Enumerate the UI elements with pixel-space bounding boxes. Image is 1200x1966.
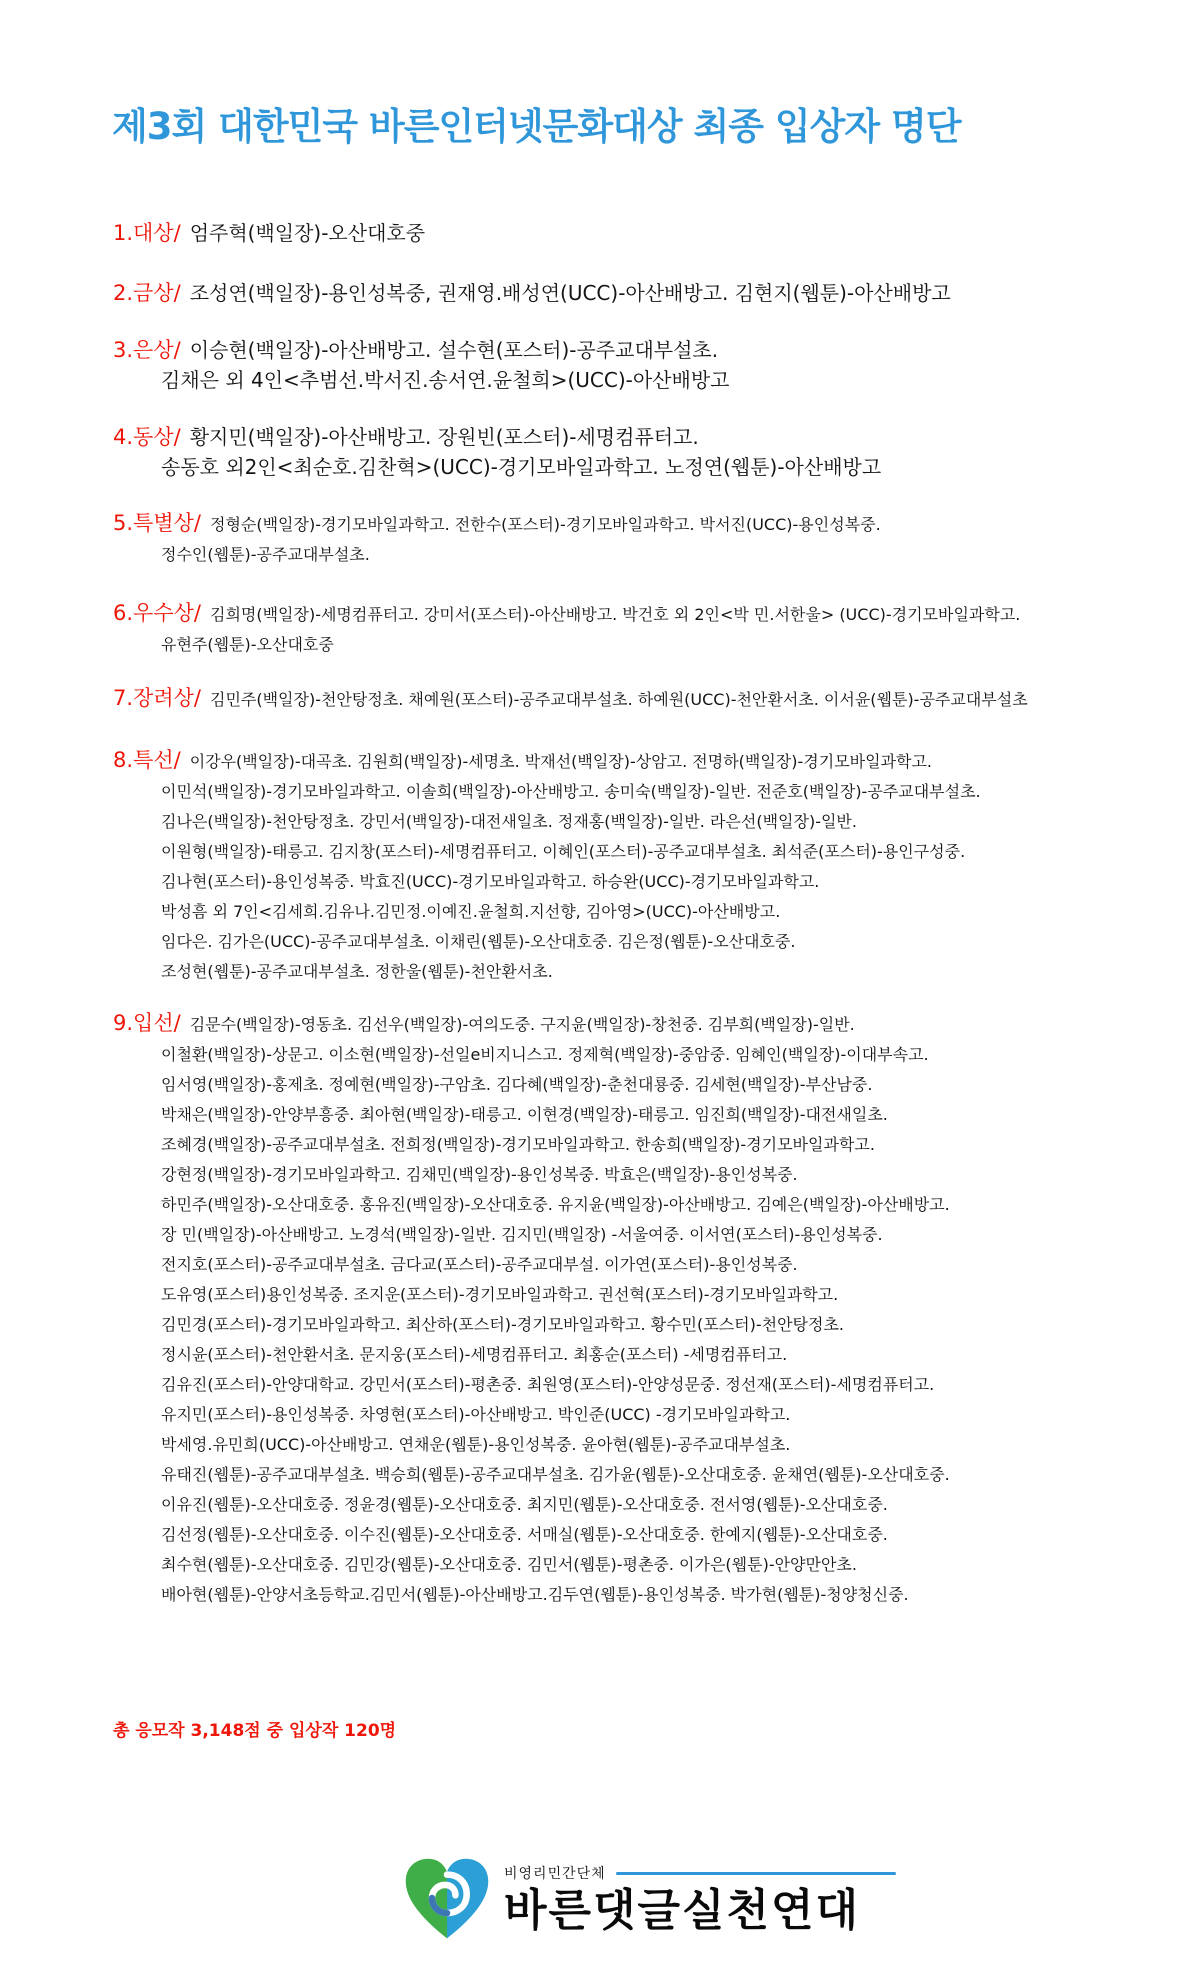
- winner-text: 김문수(백일장)-영동초. 김선우(백일장)-여의도중. 구지윤(백일장)-창천중. 김부희(백일장)-일반.: [189, 1015, 855, 1034]
- winner-line: 강현정(백일장)-경기모바일과학고. 김채민(백일장)-용인성복중. 박효은(백일장)-용인성복중.: [161, 1165, 798, 1184]
- logo-divider-line: [616, 1872, 896, 1875]
- winner-line: 김선정(웹툰)-오산대호중. 이수진(웹툰)-오산대호중. 서매실(웹툰)-오산대호중. 한예지(웹툰)-오산대호중.: [161, 1525, 888, 1544]
- winner-line: 유현주(웹툰)-오산대호중: [161, 635, 334, 654]
- winner-line: 박성흠 외 7인<김세희.김유나.김민정.이예진.윤철희.지선향, 김아영>(UCC)-아산배방고.: [161, 902, 781, 921]
- award-section-4: [113, 422, 1133, 482]
- winner-text: 이강우(백일장)-대곡초. 김원희(백일장)-세명초. 박재선(백일장)-상암고. 전명하(백일장)-경기모바일과학고.: [189, 752, 933, 771]
- award-rank-label: 4.동상/: [113, 425, 181, 449]
- winner-line: 유지민(포스터)-용인성복중. 차영현(포스터)-아산배방고. 박인준(UCC) -경기모바일과학고.: [161, 1405, 791, 1424]
- logo-top-row: [504, 1863, 896, 1883]
- winner-text: 정형순(백일장)-경기모바일과학고. 전한수(포스터)-경기모바일과학고. 박서진(UCC)-용인성복중.: [209, 515, 881, 534]
- winner-text: 엄주혁(백일장)-오산대호중: [189, 221, 426, 245]
- winner-line: 조혜경(백일장)-공주교대부설초. 전희정(백일장)-경기모바일과학고. 한송희(백일장)-경기모바일과학고.: [161, 1135, 875, 1154]
- award-rank-label: 9.입선/: [113, 1011, 181, 1035]
- award-rank-label: 5.특별상/: [113, 511, 201, 535]
- winner-line: 이원형(백일장)-태릉고. 김지창(포스터)-세명컴퓨터고. 이혜인(포스터)-공주교대부설초. 최석준(포스터)-용인구성중.: [161, 842, 966, 861]
- winner-line: 송동호 외2인<최순호.김찬혁>(UCC)-경기모바일과학고. 노정연(웹툰)-아산배방고: [161, 455, 882, 479]
- winner-line: 임서영(백일장)-홍제초. 정예현(백일장)-구암초. 김다혜(백일장)-춘천대룡중. 김세현(백일장)-부산남중.: [161, 1075, 873, 1094]
- winner-line: 이민석(백일장)-경기모바일과학고. 이솔희(백일장)-아산배방고. 송미숙(백일장)-일반. 전준호(백일장)-공주교대부설초.: [161, 782, 981, 801]
- winner-text: 조성연(백일장)-용인성복중, 권재영.배성연(UCC)-아산배방고. 김현지(웹툰)-아산배방고: [189, 281, 951, 305]
- total-entries-note: 총 응모작 3,148점 중 입상작 120명: [113, 1721, 397, 1741]
- winner-line: 임다은. 김가은(UCC)-공주교대부설초. 이채린(웹툰)-오산대호중. 김은정(웹툰)-오산대호중.: [161, 932, 796, 951]
- winner-line: 박세영.유민희(UCC)-아산배방고. 연채운(웹툰)-용인성복중. 윤아현(웹툰)-공주교대부설초.: [161, 1435, 791, 1454]
- winner-line: 김민경(포스터)-경기모바일과학고. 최산하(포스터)-경기모바일과학고. 황수민(포스터)-천안탕정초.: [161, 1315, 844, 1334]
- winner-line: 김나현(포스터)-용인성복중. 박효진(UCC)-경기모바일과학고. 하승완(UCC)-경기모바일과학고.: [161, 872, 820, 891]
- winner-line: 전지호(포스터)-공주교대부설초. 금다교(포스터)-공주교대부설. 이가연(포스터)-용인성복중.: [161, 1255, 798, 1274]
- winner-text: 이승현(백일장)-아산배방고. 설수현(포스터)-공주교대부설초.: [189, 338, 719, 362]
- winner-line: [113, 598, 1133, 630]
- award-rank-label: 8.특선/: [113, 748, 181, 772]
- winner-text: 김민주(백일장)-천안탕정초. 채예원(포스터)-공주교대부설초. 하예원(UCC)-천안환서초. 이서윤(웹툰)-공주교대부설초: [209, 690, 1028, 709]
- award-section-1: [113, 218, 1133, 248]
- winner-line: 최수현(웹툰)-오산대호중. 김민강(웹툰)-오산대호중. 김민서(웹툰)-평촌중. 이가은(웹툰)-안양만안초.: [161, 1555, 857, 1574]
- award-section-2: [113, 278, 1133, 308]
- award-rank-label: 3.은상/: [113, 338, 181, 362]
- winner-line: [113, 218, 1133, 248]
- award-rank-label: 6.우수상/: [113, 601, 201, 625]
- heart-swirl-logo-icon: [400, 1854, 494, 1944]
- winner-line: 김유진(포스터)-안양대학교. 강민서(포스터)-평촌중. 최원영(포스터)-안양성문중. 정선재(포스터)-세명컴퓨터고.: [161, 1375, 935, 1394]
- organization-logo: [400, 1854, 896, 1944]
- winner-text: 김희명(백일장)-세명컴퓨터고. 강미서(포스터)-아산배방고. 박건호 외 2인<박 민.서한울> (UCC)-경기모바일과학고.: [209, 605, 1021, 624]
- winner-line: 정수인(웹툰)-공주교대부설초.: [161, 545, 370, 564]
- logo-text-block: [504, 1863, 896, 1935]
- winner-line: [113, 508, 1133, 540]
- winner-line: 배아현(웹툰)-안양서초등학교.김민서(웹툰)-아산배방고.김두연(웹툰)-용인성복중. 박가현(웹툰)-청양청신중.: [161, 1585, 909, 1604]
- award-section-5: [113, 508, 1133, 570]
- logo-org-name: 바른댓글실천연대: [504, 1885, 861, 1937]
- award-rank-label: 7.장려상/: [113, 686, 201, 710]
- winner-line: 김채은 외 4인<추범선.박서진.송서연.윤철희>(UCC)-아산배방고: [161, 368, 730, 392]
- winner-line: 도유영(포스터)용인성복중. 조지운(포스터)-경기모바일과학고. 권선혁(포스터)-경기모바일과학고.: [161, 1285, 839, 1304]
- winner-line: 하민주(백일장)-오산대호중. 홍유진(백일장)-오산대호중. 유지윤(백일장)-아산배방고. 김예은(백일장)-아산배방고.: [161, 1195, 950, 1214]
- award-section-3: [113, 335, 1133, 395]
- winner-line: [113, 683, 1133, 715]
- award-section-7: [113, 683, 1133, 715]
- winner-line: 이철환(백일장)-상문고. 이소현(백일장)-선일e비지니스고. 정제혁(백일장)-중암중. 임혜인(백일장)-이대부속고.: [161, 1045, 929, 1064]
- award-section-9: [113, 1008, 1133, 1610]
- winner-line: 장 민(백일장)-아산배방고. 노경석(백일장)-일반. 김지민(백일장) -서울여중. 이서연(포스터)-용인성복중.: [161, 1225, 883, 1244]
- award-section-8: [113, 745, 1133, 987]
- winner-line: 조성현(웹툰)-공주교대부설초. 정한울(웹툰)-천안환서초.: [161, 962, 553, 981]
- winner-line: [113, 335, 1133, 365]
- winner-line: 정시윤(포스터)-천안환서초. 문지웅(포스터)-세명컴퓨터고. 최홍순(포스터) -세명컴퓨터고.: [161, 1345, 788, 1364]
- logo-org-type: 비영리민간단체: [504, 1866, 606, 1883]
- winner-text: 황지민(백일장)-아산배방고. 장원빈(포스터)-세명컴퓨터고.: [189, 425, 699, 449]
- winner-line: 이유진(웹툰)-오산대호중. 정윤경(웹툰)-오산대호중. 최지민(웹툰)-오산대호중. 전서영(웹툰)-오산대호중.: [161, 1495, 888, 1514]
- award-section-6: [113, 598, 1133, 660]
- award-rank-label: 2.금상/: [113, 281, 181, 305]
- award-rank-label: 1.대상/: [113, 221, 181, 245]
- winner-line: [113, 745, 1133, 777]
- winner-line: 유태진(웹툰)-공주교대부설초. 백승희(웹툰)-공주교대부설초. 김가윤(웹툰)-오산대호중. 윤채연(웹툰)-오산대호중.: [161, 1465, 950, 1484]
- page-title: 제3회 대한민국 바른인터넷문화대상 최종 입상자 명단: [112, 105, 961, 148]
- winner-line: 박채은(백일장)-안양부흥중. 최아현(백일장)-태릉고. 이현경(백일장)-태릉고. 임진희(백일장)-대전새일초.: [161, 1105, 888, 1124]
- winner-line: 김나은(백일장)-천안탕정초. 강민서(백일장)-대전새일초. 정재홍(백일장)-일반. 라은선(백일장)-일반.: [161, 812, 857, 831]
- winner-line: [113, 422, 1133, 452]
- winner-line: [113, 1008, 1133, 1040]
- winner-line: [113, 278, 1133, 308]
